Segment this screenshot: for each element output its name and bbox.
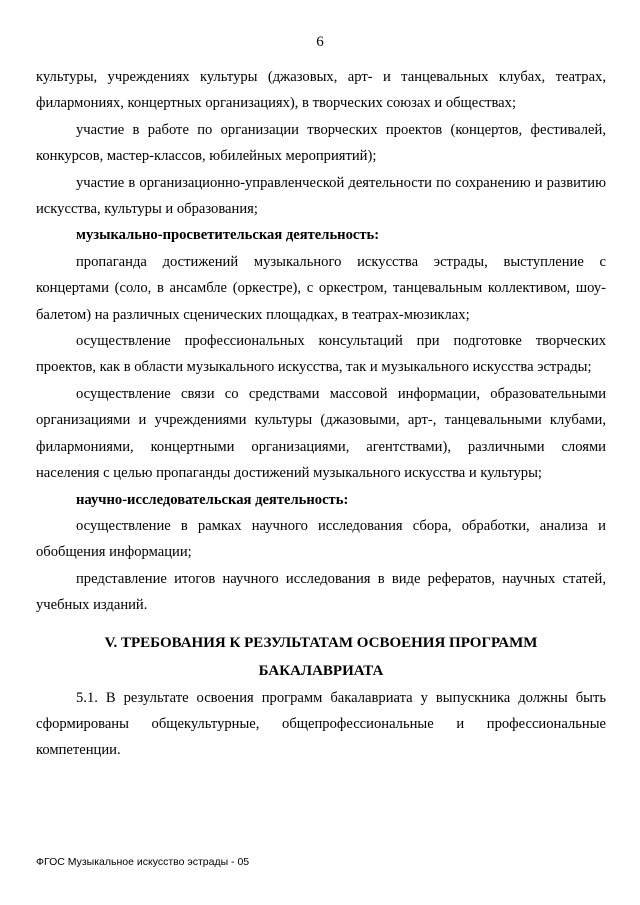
paragraph-management-activity: участие в организационно-управленческой деятельности по сохранению и развитию искусства, культуры и образования; — [36, 174, 606, 218]
document-body — [36, 64, 606, 764]
section-title-line-1: V. ТРЕБОВАНИЯ К РЕЗУЛЬТАТАМ ОСВОЕНИЯ ПРОГРАММ — [104, 634, 538, 651]
paragraph-promotion: пропаганда достижений музыкального искусства эстрады, выступление с концертами (соло, в ансамбле (оркестре), с оркестром, танцевальным коллективом, шоу-балетом) на различных сценических площадках, в театрах-мюзиклах; — [36, 253, 606, 323]
paragraph-media-relations: осуществление связи со средствами массовой информации, образовательными организациями и учреждениями культуры (джазовыми, арт-, танцевальными клубами, филармониями, концертными организациями, агентствами), различными слоями населения с целью пропаганды достижений музыкального искусства и культуры; — [36, 385, 606, 482]
paragraph-consultations: осуществление профессиональных консультаций при подготовке творческих проектов, как в области музыкального искусства, так и музыкального искусства эстрады; — [36, 333, 606, 376]
paragraph-creative-projects: участие в работе по организации творческих проектов (концертов, фестивалей, конкурсов, мастер-классов, юбилейных мероприятий); — [36, 121, 606, 165]
paragraph-research-results: представление итогов научного исследования в виде рефератов, научных статей, учебных изданий. — [36, 570, 606, 614]
paragraph-continuation: культуры, учреждениях культуры (джазовых, арт- и танцевальных клубах, театрах, филармониях, концертных организациях), в творческих союзах и обществах; — [36, 69, 606, 112]
page-footer: ФГОС Музыкальное искусство эстрады - 05 — [36, 856, 250, 868]
section-title — [36, 629, 606, 685]
subheading-research-activity: научно-исследовательская деятельность: — [76, 491, 349, 508]
paragraph-research-collection: осуществление в рамках научного исследования сбора, обработки, анализа и обобщения информации; — [36, 517, 606, 561]
paragraph-5-1: 5.1. В результате освоения программ бакалавриата у выпускника должны быть сформированы общекультурные, общепрофессиональные и профессиональные компетенции. — [36, 689, 606, 759]
subheading-educational-activity: музыкально-просветительская деятельность: — [76, 227, 380, 244]
page-number: 6 — [316, 34, 324, 50]
section-title-line-2: БАКАЛАВРИАТА — [258, 662, 384, 679]
